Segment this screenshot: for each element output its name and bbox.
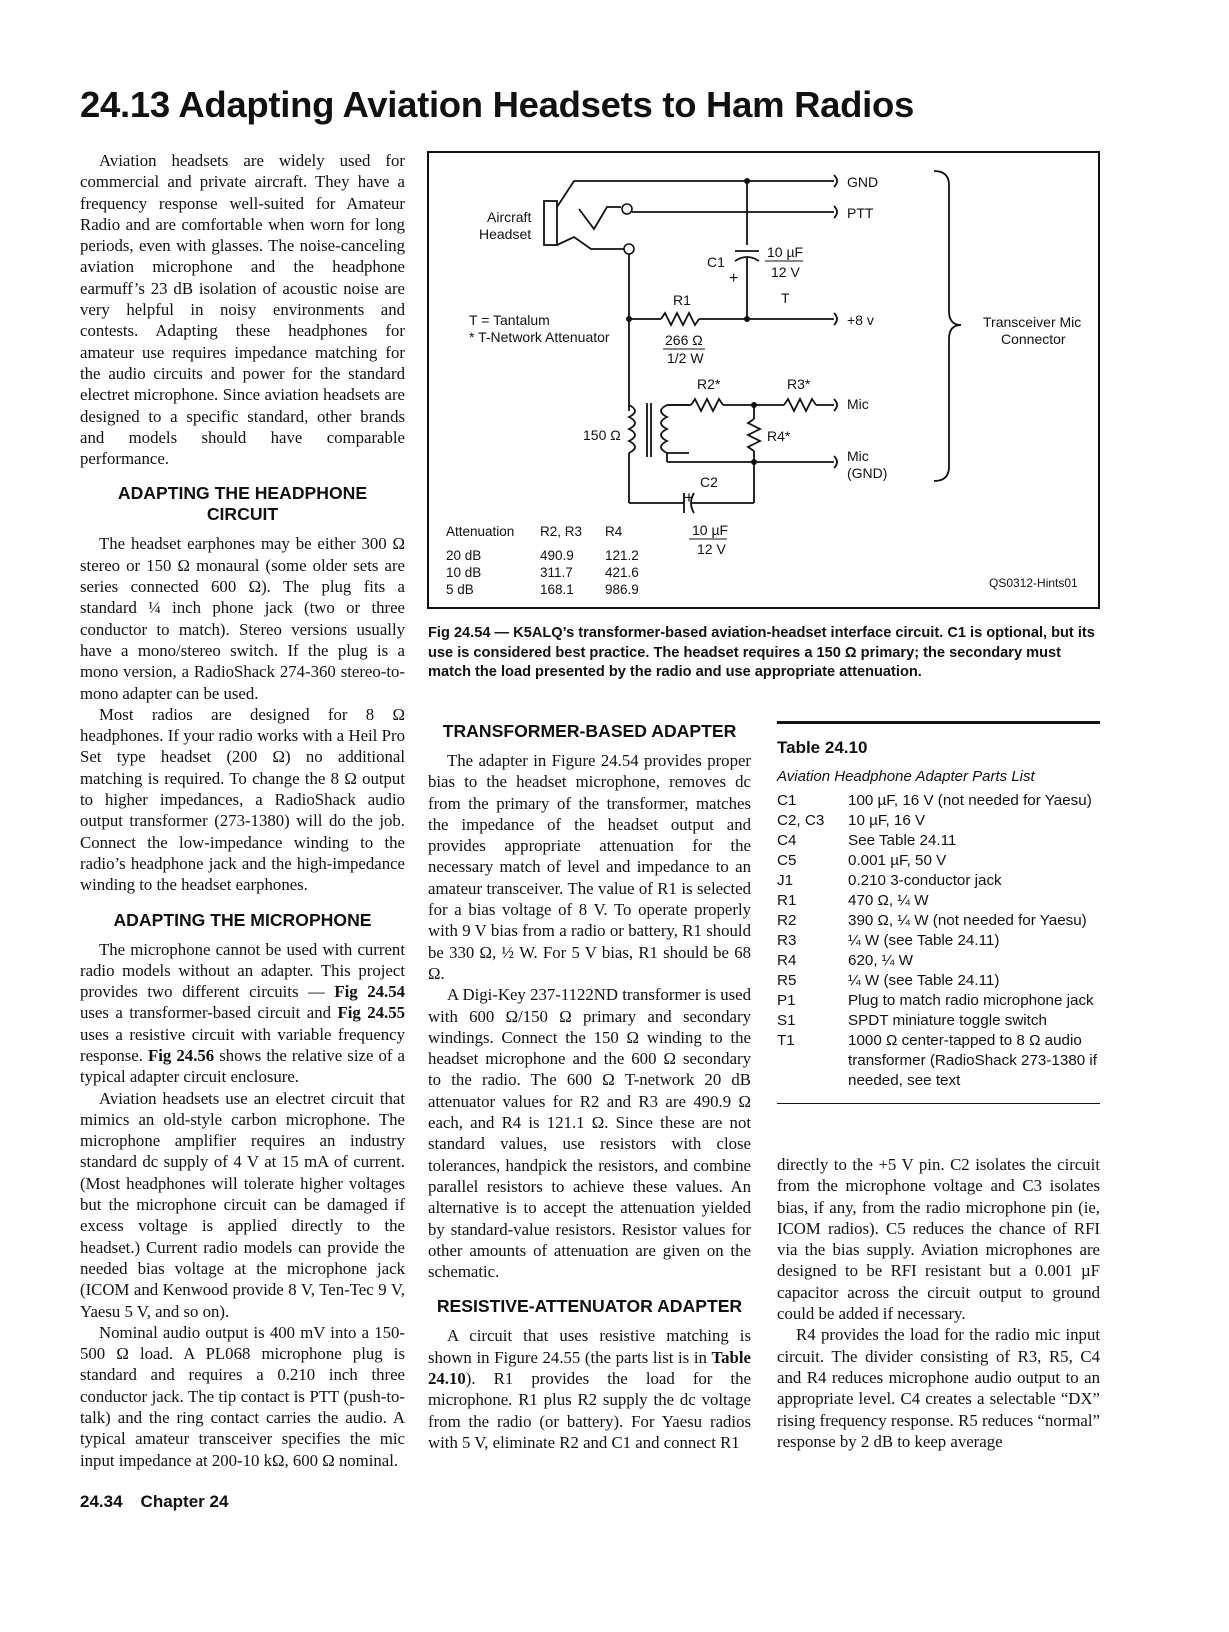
paragraph: Most radios are designed for 8 Ω headphones. If your radio works with a Heil Pro Set type headset (200 Ω) no additional matching is required. To change the 8 Ω output to higher impedances, a RadioShack audio output transformer (273-1380) will do the job. Connect the low-impedance winding to the radio’s headphone jack and the high-impedance winding to the headset earphones. [80, 704, 405, 895]
figure-reference: Fig 24.54 [334, 982, 405, 1002]
atten-cell: 168.1 [540, 582, 574, 597]
section-heading: ADAPTING THE HEADPHONE CIRCUIT [117, 483, 368, 525]
part-designator: C4 [777, 832, 797, 849]
part-designator: C5 [777, 852, 797, 869]
table-row [777, 851, 1100, 871]
part-designator: P1 [777, 992, 796, 1009]
gnd-label: GND [847, 174, 879, 190]
r2-resistor [691, 399, 723, 411]
part-designator: R2 [777, 912, 797, 929]
connector-label: Connector [1001, 331, 1066, 347]
atten-cell: 490.9 [540, 548, 574, 563]
part-designator: R1 [777, 892, 797, 909]
parts-list [777, 791, 1100, 1091]
c2-value: 10 µF [692, 522, 729, 538]
part-description: ¼ W (see Table 24.11) [848, 972, 1000, 989]
paragraph: Aviation headsets are widely used for commercial and private aircraft. They have a frequency response well-suited for Amateur Radio and are comfortable when worn for long periods, even with glasses. The noise-canceling aviation microphone and the headphone earmuff’s 23 dB isolation of acoustic noise are very helpful in noisy environments and contests. Adapting these headphones for amateur use requires impedance matching for the audio circuits and power for the standard electret microphone. Since aviation headsets are designed to a specific standard, other brands and models should have comparable performance. [80, 151, 405, 469]
column-right [777, 1154, 1100, 1452]
part-designator: C1 [777, 792, 797, 809]
paragraph: The microphone cannot be used with current radio models without an adapter. This project provides two different circuits — Fig 24.54 uses a transformer-based circuit and Fig 24.55 uses a resistive circuit with variable frequency response. Fig 24.56 shows the relative size of a typical adapter circuit enclosure. [80, 939, 406, 1087]
table-row [777, 971, 1100, 991]
mic-gnd-label: (GND) [847, 465, 888, 481]
c1-value: 10 µF [767, 244, 804, 260]
mic-wire [557, 237, 629, 319]
column-middle [428, 721, 751, 1453]
c1-type: T [781, 290, 790, 306]
part-description: 0.210 3-conductor jack [848, 872, 1002, 889]
attenuator-legend: * T-Network Attenuator [469, 329, 610, 345]
schematic-diagram [429, 153, 1102, 611]
paragraph: The headset earphones may be either 300 Ω stereo or 150 Ω monaural (some older sets are series connected 600 Ω). The plug fits a standard ¼ inch phone jack (two or three conductor to match). Stereo versions usually have a mono/stereo switch. If the plug is a mono version, a RadioShack 274-360 stereo-to-mono adapter can be used. [80, 534, 405, 703]
c2-voltage: 12 V [697, 541, 726, 557]
part-description: 1000 Ω center-tapped to 8 Ω audio transformer (RadioShack 273-1380 if needed, see text [848, 1032, 1098, 1089]
transformer-secondary [661, 405, 667, 453]
r2-label: R2* [697, 376, 721, 392]
part-description: 10 µF, 16 V [848, 812, 926, 829]
table-row [777, 791, 1100, 811]
table-reference: Table 24.10 [428, 1347, 751, 1389]
paragraph: The adapter in Figure 24.54 provides proper bias to the headset microphone, removes dc from the primary of the transformer, matches the impedance of the headset output and provides appropriate attenuation for the necessary match of level and impedance to an amateur transceiver. The value of R1 is selected for a bias voltage of 8 V. To operate properly with 9 V bias from a radio or battery, R1 should be 330 Ω, ½ W. For 5 V bias, R1 should be 68 Ω. [428, 751, 751, 983]
part-designator: R4 [777, 952, 797, 969]
c1-voltage: 12 V [771, 264, 800, 280]
table-row [777, 871, 1100, 891]
c1-label: C1 [707, 254, 725, 270]
connector-label: Transceiver Mic [983, 314, 1082, 330]
atten-cell: 311.7 [540, 565, 573, 580]
ptt-label: PTT [847, 205, 874, 221]
figure-reference: Fig 24.55 [337, 1003, 406, 1023]
c2-plus: + [684, 488, 694, 507]
part-designator: C2, C3 [777, 812, 825, 829]
paragraph: A circuit that uses resistive matching is shown in Figure 24.55 (the parts list is in Table 24.10). R1 provides the load for the microphone. R1 plus R2 supply the dc voltage from the radio (or battery). For Yaesu radios with 5 V, eliminate R2 and C1 and connect R1 [428, 1326, 751, 1452]
paragraph: Nominal audio output is 400 mV into a 150-500 Ω load. A PL068 microphone plug is standard and requires a 0.210 inch three conductor jack. The tip contact is PTT (push-to-talk) and the ring contact carries the audio. A typical amateur transceiver specifies the mic input impedance at 200-10 kΩ, 600 Ω nominal. [80, 1322, 405, 1470]
section-heading: RESISTIVE-ATTENUATOR ADAPTER [436, 1296, 743, 1317]
table-row [777, 931, 1100, 951]
tantalum-legend: T = Tantalum [469, 312, 550, 328]
section-heading: TRANSFORMER-BASED ADAPTER [442, 721, 737, 741]
r3-label: R3* [787, 376, 811, 392]
headset-jack [544, 201, 557, 245]
primary-label: 150 Ω [583, 427, 621, 443]
figure-caption: Fig 24.54 — K5ALQ’s transformer-based aviation-headset interface circuit. C1 is optional, but its use is considered best practice. The headset requires a 150 Ω primary; the secondary must match the load presented by the radio and use appropriate attenuation. [428, 625, 1095, 680]
atten-cell: 121.2 [605, 548, 639, 563]
part-designator: J1 [777, 872, 794, 889]
page-number: 24.34 [80, 1492, 123, 1511]
part-description: 390 Ω, ¼ W (not needed for Yaesu) [848, 912, 1087, 929]
table-row [777, 951, 1100, 971]
table-row [777, 831, 1100, 851]
table-row [777, 1031, 1100, 1091]
plus8-label: +8 v [847, 312, 874, 328]
atten-cell: 986.9 [605, 582, 639, 597]
mic-gnd-label: Mic [847, 448, 869, 464]
mic-label: Mic [847, 396, 869, 412]
paragraph: R4 provides the load for the radio mic input circuit. The divider consisting of R3, R5, C4 and R4 reduces microphone audio output to an appropriate level. C4 creates a selectable “DX” rising frequency response. R5 reduces “normal” response by 2 dB to keep average [777, 1325, 1100, 1451]
ptt-switch [579, 207, 621, 229]
page-title: 24.13 Adapting Aviation Headsets to Ham Radios [80, 84, 915, 125]
atten-cell: 5 dB [446, 582, 474, 597]
figure-reference: Fig 24.56 [148, 1045, 215, 1065]
chapter-label: Chapter 24 [140, 1492, 229, 1511]
paragraph: A Digi-Key 237-1122ND transformer is used with 600 Ω/150 Ω primary and secondary windings. Connect the 150 Ω winding to the headset microphone and the 600 Ω secondary to the radio. The 600 Ω T-network 20 dB attenuator values for R2 and R3 are 490.9 Ω each, and R4 is 121.1 Ω. Since these are not standard values, use resistors with close tolerances, handpick the resistors, and combine parallel resistors to achieve these values. An alternative is to accept the attenuation yielded by standard-value resistors. Resistor values for other amounts of attenuation are given on the schematic. [428, 985, 751, 1282]
part-designator: T1 [777, 1032, 795, 1049]
table-subtitle: Aviation Headphone Adapter Parts List [777, 768, 1035, 785]
table-row [777, 991, 1100, 1011]
c1-plus: + [729, 270, 739, 287]
r3-resistor [784, 399, 816, 411]
c2-label: C2 [700, 474, 718, 490]
part-description: 100 µF, 16 V (not needed for Yaesu) [848, 792, 1092, 809]
part-description: Plug to match radio microphone jack [848, 992, 1094, 1009]
table-rule [777, 1103, 1100, 1104]
column-left [80, 150, 405, 1471]
part-designator: R5 [777, 972, 797, 989]
headset-label: Headset [479, 226, 532, 242]
part-description: 470 Ω, ¼ W [848, 892, 929, 909]
r1-label: R1 [673, 292, 691, 308]
attenuation-table [446, 524, 639, 597]
part-designator: R3 [777, 932, 797, 949]
atten-header: R4 [605, 524, 623, 539]
connector-bracket [934, 171, 961, 481]
atten-header: Attenuation [446, 524, 515, 539]
r4-resistor [748, 419, 760, 451]
atten-cell: 421.6 [605, 565, 639, 580]
r1-wattage: 1/2 W [667, 350, 704, 366]
headset-label: Aircraft [487, 209, 532, 225]
part-designator: S1 [777, 1012, 796, 1029]
part-description: ¼ W (see Table 24.11) [848, 932, 1000, 949]
table-row [777, 911, 1100, 931]
part-description: See Table 24.11 [848, 832, 957, 849]
atten-cell: 20 dB [446, 548, 482, 563]
parts-table [777, 721, 1100, 1104]
schematic-figure [427, 151, 1100, 609]
r1-value: 266 Ω [665, 332, 703, 348]
part-description: SPDT miniature toggle switch [848, 1012, 1047, 1029]
r4-label: R4* [767, 428, 791, 444]
part-description: 620, ¼ W [848, 952, 913, 969]
atten-header: R2, R3 [540, 524, 583, 539]
paragraph: Aviation headsets use an electret circuit that mimics an old-style carbon microphone. The microphone amplifier requires an industry standard dc supply of 4 V at 15 mA of current. (Most headphones will tolerate higher voltages but the microphone circuit can be damaged if excess voltage is applied directly to the headset.) Current radio models can provide the needed bias voltage at the microphone jack (ICOM and Kenwood provide 8 V, Ten-Tec 9 V, Yaesu 5 V, and so on). [80, 1088, 405, 1321]
table-row [777, 811, 1100, 831]
page-footer [80, 1492, 228, 1512]
transformer-primary [629, 405, 635, 453]
gnd-wire [557, 181, 834, 207]
section-heading: ADAPTING THE MICROPHONE [113, 909, 372, 930]
figure-id: QS0312-Hints01 [989, 576, 1078, 590]
table-row [777, 891, 1100, 911]
atten-cell: 10 dB [446, 565, 482, 580]
part-description: 0.001 µF, 50 V [848, 852, 947, 869]
paragraph: directly to the +5 V pin. C2 isolates the circuit from the microphone voltage and C3 isolates bias, if any, from the radio microphone pin (ie, ICOM radios). C5 reduces the chance of RFI via the bias supply. Aviation microphones are designed to be RFI resistant but a 0.001 µF capacitor across the circuit output to ground could be added if necessary. [777, 1155, 1100, 1324]
table-row [777, 1011, 1100, 1031]
table-title: Table 24.10 [777, 738, 868, 757]
r1-resistor [661, 313, 699, 325]
